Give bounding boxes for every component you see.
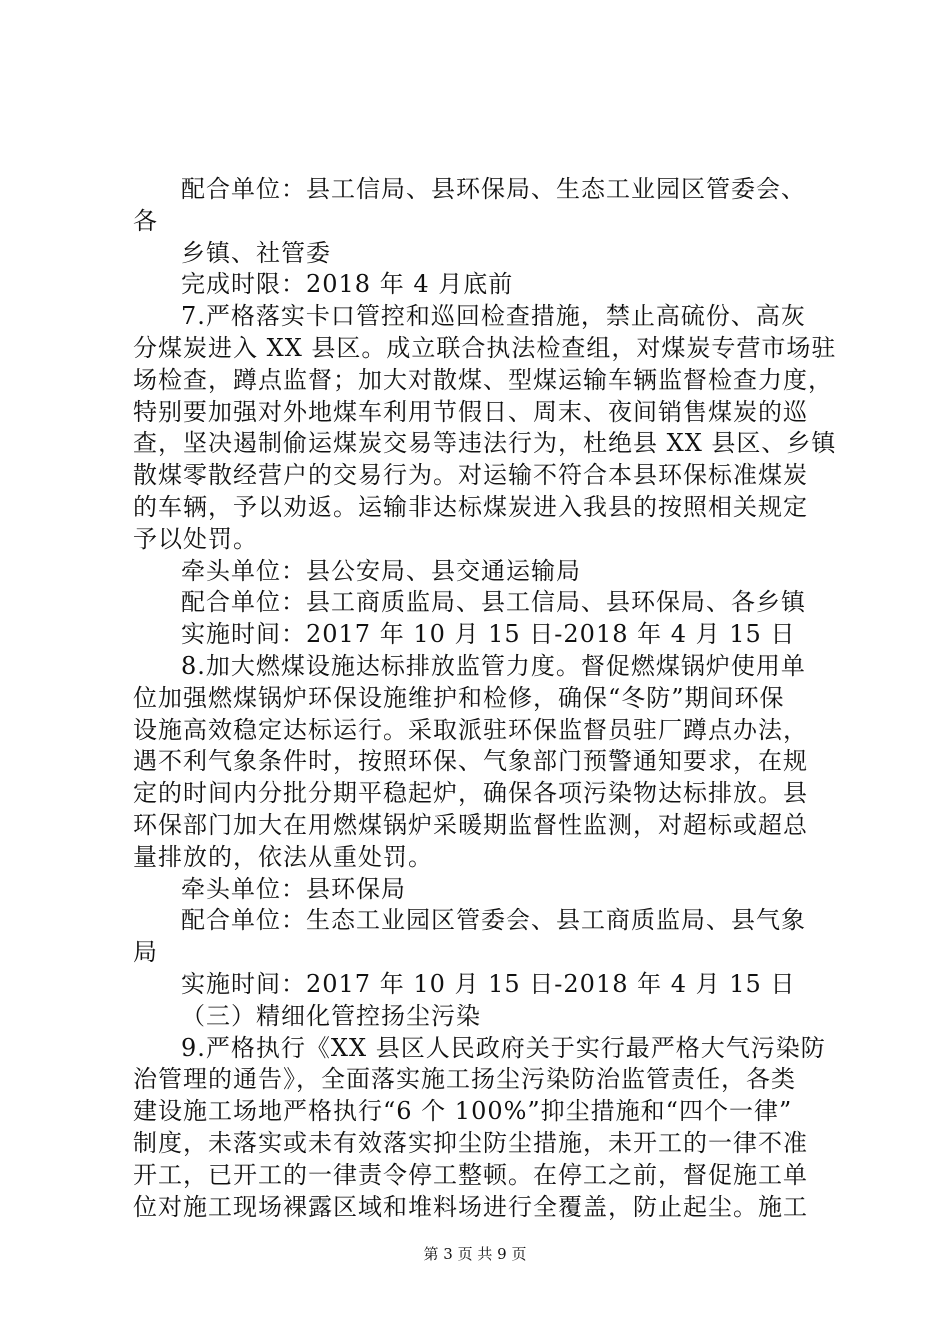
text-line: 牵头单位：县公安局、县交通运输局 bbox=[181, 556, 581, 585]
page-footer: 第 3 页 共 9 页 bbox=[423, 1245, 527, 1263]
text-line: 开工，已开工的一律责令停工整顿。在停工之前，督促施工单 bbox=[133, 1160, 808, 1189]
text-line: 各 bbox=[133, 206, 158, 235]
text-line: 局 bbox=[133, 938, 158, 967]
text-line: 位加强燃煤锅炉环保设施维护和检修，确保“冬防”期间环保 bbox=[133, 683, 785, 712]
text-line: 实施时间：2017 年 10 月 15 日-2018 年 4 月 15 日 bbox=[181, 620, 796, 649]
text-line: 牵头单位：县环保局 bbox=[181, 874, 406, 903]
text-line: 乡镇、社管委 bbox=[181, 238, 331, 267]
text-line: 配合单位：县工商质监局、县工信局、县环保局、各乡镇 bbox=[181, 588, 806, 617]
text-line: 制度，未落实或未有效落实抑尘防尘措施，未开工的一律不准 bbox=[133, 1128, 808, 1157]
text-line: 量排放的，依法从重处罚。 bbox=[133, 842, 433, 871]
text-line: 查，坚决遏制偷运煤炭交易等违法行为，杜绝县 XX 县区、乡镇 bbox=[133, 429, 837, 458]
text-line: 分煤炭进入 XX 县区。成立联合执法检查组，对煤炭专营市场驻 bbox=[133, 333, 837, 362]
text-line: 予以处罚。 bbox=[133, 524, 258, 553]
text-line: 配合单位：生态工业园区管委会、县工商质监局、县气象 bbox=[181, 906, 806, 935]
text-line: 定的时间内分批分期平稳起炉，确保各项污染物达标排放。县 bbox=[133, 779, 808, 808]
text-line: 的车辆，予以劝返。运输非达标煤炭进入我县的按照相关规定 bbox=[133, 492, 808, 521]
text-line: 特别要加强对外地煤车利用节假日、周末、夜间销售煤炭的巡 bbox=[133, 397, 808, 426]
text-line: 环保部门加大在用燃煤锅炉采暖期监督性监测，对超标或超总 bbox=[133, 810, 808, 839]
text-line: 治管理的通告》，全面落实施工扬尘污染防治监管责任，各类 bbox=[133, 1065, 796, 1094]
document-body bbox=[133, 174, 837, 1223]
text-line: 8.加大燃煤设施达标排放监管力度。督促燃煤锅炉使用单 bbox=[181, 651, 806, 680]
text-line: 场检查，蹲点监督；加大对散煤、型煤运输车辆监督检查力度， bbox=[133, 365, 833, 394]
text-line: 完成时限：2018 年 4 月底前 bbox=[181, 270, 514, 299]
text-line: 7.严格落实卡口管控和巡回检查措施，禁止高硫份、高灰 bbox=[181, 302, 806, 331]
text-line: 实施时间：2017 年 10 月 15 日-2018 年 4 月 15 日 bbox=[181, 969, 796, 998]
text-line: 9.严格执行《XX 县区人民政府关于实行最严格大气污染防 bbox=[181, 1033, 826, 1062]
text-line: （三）精细化管控扬尘污染 bbox=[181, 1001, 481, 1030]
text-line: 散煤零散经营户的交易行为。对运输不符合本县环保标准煤炭 bbox=[133, 461, 808, 490]
text-line: 设施高效稳定达标运行。采取派驻环保监督员驻厂蹲点办法， bbox=[133, 715, 808, 744]
text-line: 位对施工现场裸露区域和堆料场进行全覆盖，防止起尘。施工 bbox=[133, 1192, 808, 1221]
text-line: 遇不利气象条件时，按照环保、气象部门预警通知要求，在规 bbox=[133, 747, 808, 776]
text-line: 建设施工场地严格执行“6 个 100%”抑尘措施和“四个一律” bbox=[133, 1097, 793, 1126]
text-line: 配合单位：县工信局、县环保局、生态工业园区管委会、 bbox=[181, 175, 806, 203]
